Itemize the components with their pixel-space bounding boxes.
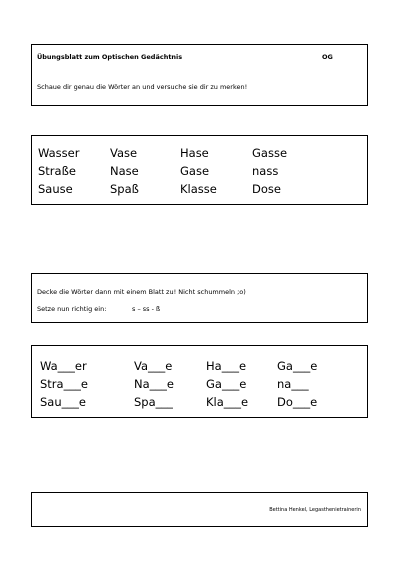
blank-word-cell: Do___e — [277, 395, 318, 409]
blank-word-cell: Ha___e — [206, 359, 247, 373]
blank-word-cell: Spa___ — [134, 395, 173, 409]
author-credit: Bettina Henkel, Legasthenietrainerin — [269, 507, 361, 513]
worksheet-code: OG — [322, 53, 333, 61]
blank-word-cell: Kla___e — [206, 395, 249, 409]
word-cell: Sause — [38, 182, 73, 196]
blank-word-cell: Ga___e — [206, 377, 247, 391]
blank-word-cell: Ga___e — [277, 359, 318, 373]
blanks-box — [31, 345, 368, 418]
instruction-text: Schaue dir genau die Wörter an und versuche sie dir zu merken! — [37, 83, 248, 91]
header-box — [31, 44, 368, 106]
blank-word-cell: Wa___er — [40, 359, 87, 373]
word-cell: Nase — [110, 164, 139, 178]
fill-in-label: Setze nun richtig ein: — [37, 305, 107, 313]
words-box — [31, 135, 368, 205]
word-cell: Gase — [180, 164, 210, 178]
word-cell: Gasse — [252, 146, 288, 160]
blank-word-cell: Va___e — [134, 359, 173, 373]
word-cell: Klasse — [180, 182, 217, 196]
blank-word-cell: Na___e — [134, 377, 174, 391]
word-cell: Straße — [38, 164, 76, 178]
worksheet-title: Übungsblatt zum Optischen Gedächtnis — [37, 53, 183, 61]
word-cell: Wasser — [38, 146, 80, 160]
word-cell: nass — [252, 164, 279, 178]
word-cell: Hase — [180, 146, 209, 160]
word-cell: Vase — [110, 146, 138, 160]
blank-word-cell: Stra___e — [40, 377, 88, 391]
word-cell: Spaß — [110, 182, 139, 196]
word-cell: Dose — [252, 182, 281, 196]
blank-word-cell: na___ — [277, 377, 309, 391]
cover-instruction-text: Decke die Wörter dann mit einem Blatt zu! Nicht schummeln ;o) — [37, 288, 246, 296]
cover-instruction-box — [31, 273, 368, 323]
blank-word-cell: Sau___e — [40, 395, 86, 409]
footer-box — [31, 492, 368, 527]
fill-in-options: s – ss - ß — [132, 305, 161, 313]
